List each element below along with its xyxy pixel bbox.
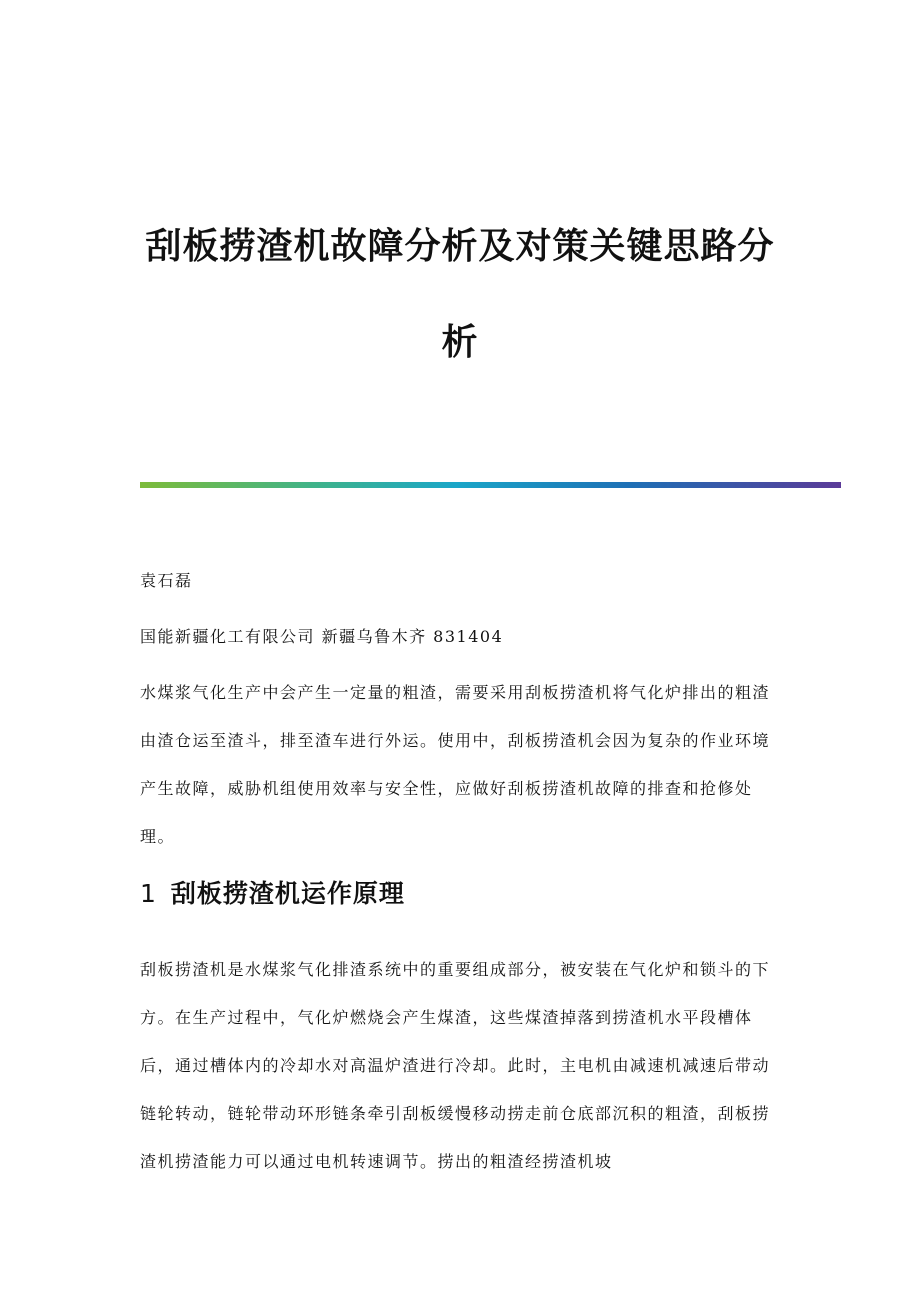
title-divider — [140, 482, 841, 488]
section-title: 刮板捞渣机运作原理 — [170, 879, 405, 908]
section-body-paragraph: 刮板捞渣机是水煤浆气化排渣系统中的重要组成部分，被安装在气化炉和锁斗的下方。在生产过程中，气化炉燃烧会产生煤渣，这些煤渣掉落到捞渣机水平段槽体后，通过槽体内的冷却水对高温炉渣进行冷却。此时，主电机由减速机减速后带动链轮转动，链轮带动环形链条牵引刮板缓慢移动捞走前仓底部沉积的粗渣，刮板捞渣机捞渣能力可以通过电机转速调节。捞出的粗渣经捞渣机坡 — [140, 960, 771, 1171]
section-number: 1 — [140, 879, 157, 908]
section-heading — [140, 874, 405, 910]
document-title-line-1: 刮板捞渣机故障分析及对策关键思路分 — [145, 226, 775, 267]
author-affiliation: 国能新疆化工有限公司 新疆乌鲁木齐 831404 — [140, 627, 504, 646]
author-name: 袁石磊 — [140, 571, 193, 590]
abstract-paragraph: 水煤浆气化生产中会产生一定量的粗渣，需要采用刮板捞渣机将气化炉排出的粗渣由渣仓运至渣斗，排至渣车进行外运。使用中，刮板捞渣机会因为复杂的作业环境产生故障，威胁机组使用效率与安全性，应做好刮板捞渣机故障的排查和抢修处理。 — [140, 683, 771, 846]
document-title-line-2: 析 — [441, 322, 479, 363]
